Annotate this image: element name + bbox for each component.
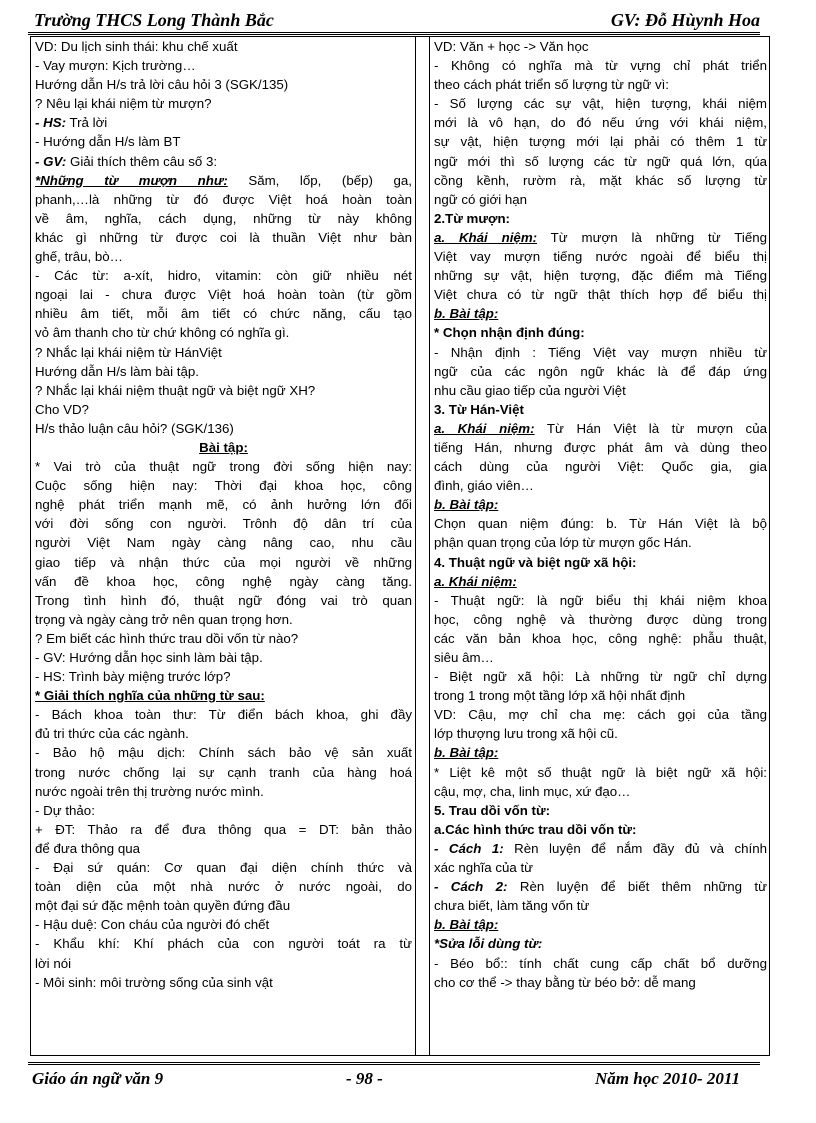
left-line: - HS: Trình bày miệng trước lớp? xyxy=(35,669,231,685)
page-header xyxy=(28,8,760,35)
left-line: H/s thảo luận câu hỏi? (SGK/136) xyxy=(35,420,234,436)
right-line: đình, giáo viên… xyxy=(434,478,534,494)
right-line: 2.Từ mượn: xyxy=(434,210,510,226)
right-line: *Sửa lỗi dùng từ: xyxy=(434,936,543,952)
left-line: ? Nhắc lại khái niệm từ HánViệt xyxy=(35,344,222,360)
right-line: tiếng Hán, nhưng được phát âm và dùng theo xyxy=(434,439,767,455)
left-line: để đưa thông qua xyxy=(35,840,141,856)
left-line: ghế, trâu, bò… xyxy=(35,249,123,265)
right-line: Chọn quan niệm đúng: b. Từ Hán Việt là bộ xyxy=(434,516,767,532)
lesson-table xyxy=(30,36,770,1056)
left-line: + ĐT: Thảo ra để đưa thông qua = DT: bản thảo xyxy=(35,821,412,837)
right-line: những sự vật, hiện tượng, đặc điểm mà Tiếng xyxy=(434,268,767,284)
left-line: một đại sứ đặc mệnh toàn quyền đứng đầu xyxy=(35,898,291,914)
right-line: VD: Cậu, mợ chỉ cha mẹ: cách gọi của tầng xyxy=(434,707,767,723)
right-line: sự vật, hiện tượng mới lại phải có thêm 1 từ xyxy=(434,134,767,150)
left-line: - GV: Hướng dẫn học sinh làm bài tập. xyxy=(35,650,263,665)
left-line: nghệ phát triển mạnh mẽ, có ảnh hưởng lớn đối xyxy=(35,497,412,513)
right-line: * Chọn nhận định đúng: xyxy=(434,325,585,341)
right-line: chưa biết, làm tăng vốn từ xyxy=(434,898,590,914)
right-line: - Nhận định : Tiếng Việt vay mượn nhiều từ xyxy=(434,344,767,360)
left-line: ? Nhắc lại khái niệm thuật ngữ và biệt ngữ XH? xyxy=(35,382,316,398)
right-line: cồng kềnh, rườm rà, mặt khác số lượng từ xyxy=(434,172,767,188)
right-line: 4. Thuật ngữ và biệt ngữ xã hội: xyxy=(434,554,637,570)
right-line: các văn bản khoa học, công nghệ: phẫu thuật, xyxy=(434,630,767,646)
right-line: cách dùng của người Việt: Quốc gia, gia xyxy=(434,459,767,475)
left-line: Trong tình hình đó, thuật ngữ đóng vai trò quan xyxy=(35,592,412,608)
right-line: a. Khái niệm: Từ Hán Việt là từ mượn của xyxy=(434,420,767,436)
school-year: Năm học 2010- 2011 xyxy=(595,1069,740,1088)
left-line: Hướng dẫn H/s làm bài tập. xyxy=(35,363,199,379)
left-line: VD: Du lịch sinh thái: khu chế xuất xyxy=(35,39,238,54)
left-line: - Bách khoa toàn thư: Từ điển bách khoa, ghi đầy xyxy=(35,707,412,723)
right-line: VD: Văn + học -> Văn học xyxy=(434,39,589,54)
left-line: Cho VD? xyxy=(35,401,89,417)
left-line: đủ tri thức của các ngành. xyxy=(35,726,189,742)
right-line: xác nghĩa của từ xyxy=(434,860,534,876)
left-line: - Đại sứ quán: Cơ quan đại diện chính thức và xyxy=(35,860,412,876)
left-line: - Các từ: a-xít, hidro, vitamin: còn giữ nhiều nét xyxy=(35,268,412,284)
right-line: ngữ có giới hạn xyxy=(434,191,528,207)
left-line: vỏ âm thanh cho từ chứ không có nghĩa gì. xyxy=(35,325,290,341)
left-line: ngoại lai - chưa được Việt hoá hoàn toàn (từ gồm xyxy=(35,287,412,303)
right-line: ngữ mới thì số lượng các từ ngữ quá lớn, qúa xyxy=(434,153,767,169)
right-line: trong 1 trong một tầng lớp xã hội nhất định xyxy=(434,688,686,704)
left-line: nước ngoài trên thị trường nước mình. xyxy=(35,783,264,799)
right-line: theo cách phát triển số lượng từ ngữ vì: xyxy=(434,77,670,93)
right-line: 3. Từ Hán-Việt xyxy=(434,401,524,417)
left-line: trọng và ngày càng trở nên quan trọng hơn. xyxy=(35,611,293,627)
page-footer xyxy=(28,1062,760,1089)
right-line: 5. Trau dồi vốn từ: xyxy=(434,802,551,818)
left-line: *Những từ mượn như: Săm, lốp, (bếp) ga, xyxy=(35,172,412,188)
left-line: với đời sống con người. Trônh độ dân trí của xyxy=(35,516,412,532)
left-line: phanh,…là những từ đó được Việt hoá hoàn toàn xyxy=(35,191,412,207)
right-line: - Số lượng các sự vật, hiện tượng, khái niệm xyxy=(434,96,767,112)
left-line: - Bảo hộ mậu dịch: Chính sách bảo vệ sản xuất xyxy=(35,745,412,761)
left-line: - Dự thảo: xyxy=(35,802,95,818)
left-line: về âm, nghĩa, cách dụng, những từ này không xyxy=(35,210,412,226)
right-column xyxy=(429,37,771,1055)
left-line: - Khẩu khí: Khí phách của con người toát ra từ xyxy=(35,936,412,952)
right-line: - Béo bổ:: tính chất cung cấp chất bổ dưỡng xyxy=(434,955,767,971)
right-line: Việt chưa có từ ngữ thật thích hợp để biểu thị xyxy=(434,287,767,303)
left-line: ? Nêu lại khái niệm từ mượn? xyxy=(35,96,212,112)
right-line: mới là vô hạn, do đó nếu ứng với khái niệm, xyxy=(434,115,767,131)
footer-title: Giáo án ngữ văn 9 xyxy=(32,1069,164,1088)
right-line: * Liệt kê một số thuật ngữ là biệt ngữ xã hội: xyxy=(434,764,767,780)
right-line: ngữ của các ngôn ngữ khác là để đáp ứng xyxy=(434,363,767,379)
left-line: - Vay mượn: Kịch trường… xyxy=(35,58,196,74)
right-line: - Cách 2: Rèn luyện để biết thêm những từ xyxy=(434,879,767,895)
right-line: b. Bài tập: xyxy=(434,745,499,761)
left-line: * Giải thích nghĩa của những từ sau: xyxy=(35,688,265,704)
left-line: Cuộc sống hiện nay: Thời đại khoa học, công xyxy=(35,478,412,494)
left-column xyxy=(31,37,416,1055)
left-line: toàn diện của một nhà nước ở nước ngoài, do xyxy=(35,879,412,895)
left-line: - HS: Trả lời xyxy=(35,115,108,131)
right-line: lớp thượng lưu trong xã hội cũ. xyxy=(434,726,618,742)
right-line: a. Khái niệm: Từ mượn là những từ Tiếng xyxy=(434,229,767,245)
right-line: nhu cầu giao tiếp của người Việt xyxy=(434,382,626,398)
left-line: lời nói xyxy=(35,955,72,971)
right-line: phận quan trọng của lớp từ mượn gốc Hán. xyxy=(434,535,692,551)
right-line: b. Bài tập: xyxy=(434,497,499,513)
page-number: - 98 - xyxy=(346,1069,383,1088)
left-line: - GV: Giải thích thêm câu số 3: xyxy=(35,153,218,169)
right-line: cho cơ thể -> thay bằng từ béo bở: dễ mang xyxy=(434,974,696,990)
right-line: a.Các hình thức trau dồi vốn từ: xyxy=(434,821,637,837)
right-line: - Không có nghĩa mà từ vựng chỉ phát triển xyxy=(434,58,767,74)
right-line: - Cách 1: Rèn luyện để nắm đầy đủ và chính xyxy=(434,840,767,856)
left-line: ? Em biết các hình thức trau dồi vốn từ nào? xyxy=(35,630,299,646)
left-line: giao tiếp và nhận thức của mọi người về những xyxy=(35,554,412,570)
left-line: - Môi sinh: môi trường sống của sinh vật xyxy=(35,974,273,990)
left-line: khác gì những từ được coi là thuần Việt như bàn xyxy=(35,229,412,245)
right-line: a. Khái niệm: xyxy=(434,573,517,589)
left-line: vấn đề khoa học, công nghệ ngày càng tăng. xyxy=(35,573,412,589)
teacher-name: GV: Đỗ Hùynh Hoa xyxy=(610,10,760,30)
right-line: học, công nghệ và thường được dùng trong xyxy=(434,611,767,627)
right-line: siêu âm… xyxy=(434,650,494,665)
school-name: Trường THCS Long Thành Bắc xyxy=(34,10,274,30)
right-line: - Biệt ngữ xã hội: Là những từ ngữ chỉ dựng xyxy=(434,669,767,685)
right-line: b. Bài tập: xyxy=(434,917,499,933)
right-line: cậu, mợ, cha, linh mục, xứ đạo… xyxy=(434,783,631,799)
left-line: trong nước chống lại sự cạnh tranh của hàng hoá xyxy=(35,764,412,780)
right-line: - Thuật ngữ: là ngữ biểu thị khái niệm khoa xyxy=(434,592,767,608)
left-line: * Vai trò của thuật ngữ trong đời sống hiện nay: xyxy=(35,459,412,475)
left-line: người Việt Nam ngày càng nâng cao, nhu cầu xyxy=(35,535,412,551)
left-line: - Hậu duệ: Con cháu của người đó chết xyxy=(35,917,270,933)
right-line: Việt vay mượn tiếng nước ngoài để biểu thị xyxy=(434,249,767,265)
left-line: - Hướng dẫn H/s làm BT xyxy=(35,134,181,150)
left-line: Hướng dẫn H/s trả lời câu hỏi 3 (SGK/135) xyxy=(35,77,289,93)
left-line: nhiều âm tiết, mỗi âm tiết có chức năng, cấu tạo xyxy=(35,306,412,322)
right-line: b. Bài tập: xyxy=(434,306,499,322)
left-line: Bài tập: xyxy=(199,439,248,455)
